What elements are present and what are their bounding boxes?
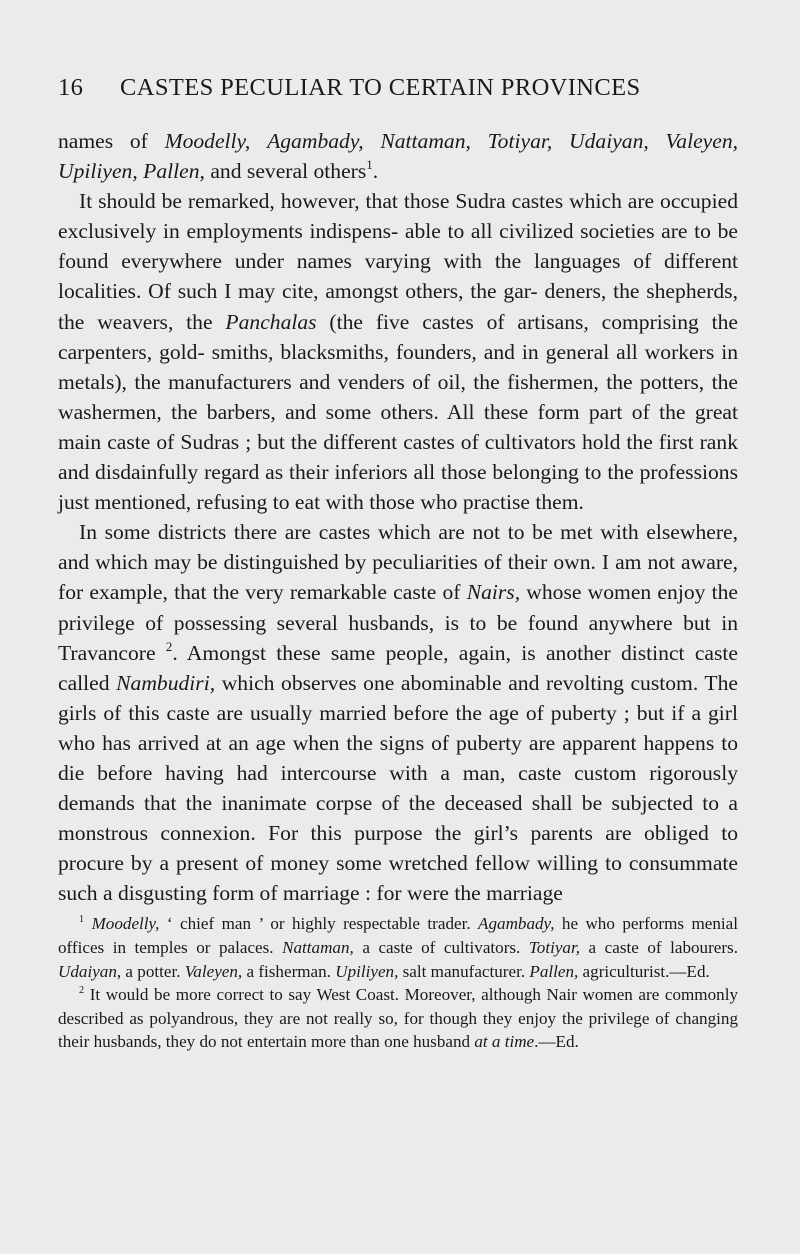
main-text xyxy=(58,126,738,908)
page-number: 16 xyxy=(58,74,84,101)
footnotes xyxy=(58,912,738,1054)
paragraph-district-castes: In some districts there are castes which are not to be met with elsewhere, and which may be distinguished by peculiarities of their own. I am not aware, for example, that the very remarkable caste of Nairs, whose women enjoy the privilege of possessing several husbands, is to be found anywhere but in Travancore $^2$. Amongst these same people, again, is another distinct caste called Nambudiri, which observes one abominable and revolting custom. The girls of this caste are usually married before the age of puberty ; but if a girl who has arrived at an age when the signs of puberty are apparent happens to die before having had intercourse with a man, caste custom rigorously demands that the inanimate corpse of the deceased shall be subjected to a monstrous connexion. For this purpose the girl’s parents are obliged to procure by a present of money some wretched fellow willing to consummate such a disgusting form of marriage : for were the marriage xyxy=(58,520,738,906)
running-title: CASTES PECULIAR TO CERTAIN PROVINCES xyxy=(120,74,641,101)
paragraph-continued: names of Moodelly, Agambady, Nattaman, Totiyar, Udaiyan, Valeyen, Upiliyen, Pallen, and several others$^1$. xyxy=(58,129,739,184)
footnote-ref-1: 1 xyxy=(366,157,373,173)
footnote-2: $^2$ It would be more correct to say West Coast. Moreover, although Nair women are commonly described as polyandrous, they are not really so, for though they enjoy the privilege of changing their husbands, they do not entertain more than one husband at a time.—Ed. xyxy=(58,985,738,1052)
paragraph-sudra-castes: It should be remarked, however, that those Sudra castes which are occupied exclusively in employments indispens- able to all civilized societies are to be found everywhere under names varying with the languages of different localities. Of such I may cite, amongst others, the gar- deners, the shepherds, the weavers, the Panchalas (the five castes of artisans, comprising the carpenters, gold- smiths, blacksmiths, founders, and in general all workers in metals), the manufacturers and venders of oil, the fishermen, the potters, the washermen, the barbers, and some others. All these form part of the great main caste of Sudras ; but the different castes of cultivators hold the first rank and disdainfully regard as their inferiors all those belonging to the professions just mentioned, refusing to eat with those who practise them. xyxy=(58,189,739,515)
running-header xyxy=(58,0,738,114)
footnote-1: $^1$ Moodelly, ‘ chief man ’ or highly respectable trader. Agambady, he who performs menial offices in temples or palaces. Nattaman, a caste of cultivators. Totiyar, a caste of labourers. Udaiyan, a potter. Valeyen, a fisherman. Upiliyen, salt manufacturer. Pallen, agriculturist.—Ed. xyxy=(58,914,738,981)
footnote-ref-2: 2 xyxy=(165,638,173,654)
